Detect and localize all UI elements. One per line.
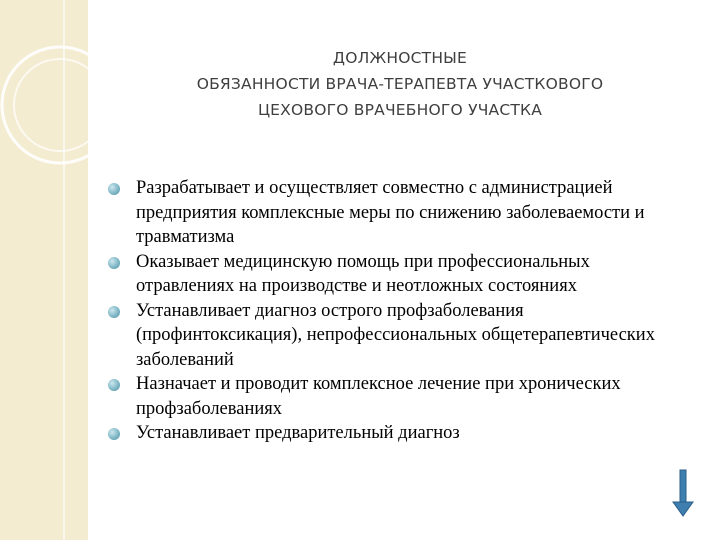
title-line-2: ОБЯЗАННОСТИ ВРАЧА-ТЕРАПЕВТА УЧАСТКОВОГО	[196, 75, 604, 93]
duties-list	[108, 176, 688, 446]
decorative-sidebar	[0, 0, 88, 540]
bullet-icon	[108, 428, 120, 440]
list-item	[108, 421, 688, 446]
bullet-icon	[108, 379, 120, 391]
list-item-text: Назначает и проводит комплексное лечение при хронических профзаболеваниях	[136, 374, 621, 419]
list-item-text: Устанавливает диагноз острого профзаболевания (профинтоксикация), непрофессиональных общетерапевтических заболеваний	[136, 300, 655, 370]
bullet-icon	[108, 183, 120, 195]
list-item-text: Оказывает медицинскую помощь при профессиональных отравлениях на производстве и неотложных состояниях	[136, 251, 590, 296]
list-item-text: Устанавливает предварительный диагноз	[136, 423, 460, 443]
list-item	[108, 372, 688, 421]
list-item	[108, 299, 688, 373]
arrow-down-icon[interactable]	[672, 468, 694, 518]
list-item	[108, 250, 688, 299]
title-line-3: ЦЕХОВОГО ВРАЧЕБНОГО УЧАСТКА	[257, 101, 543, 119]
slide-title	[110, 45, 690, 123]
bullet-icon	[108, 257, 120, 269]
list-item-text: Разрабатывает и осуществляет совместно с администрацией предприятия комплексные меры по снижению заболеваемости и травматизма	[136, 178, 645, 247]
title-line-1: ДОЛЖНОСТНЫЕ	[332, 49, 468, 67]
bullet-icon	[108, 306, 120, 318]
list-item	[108, 176, 688, 250]
decorative-circles	[0, 0, 88, 540]
